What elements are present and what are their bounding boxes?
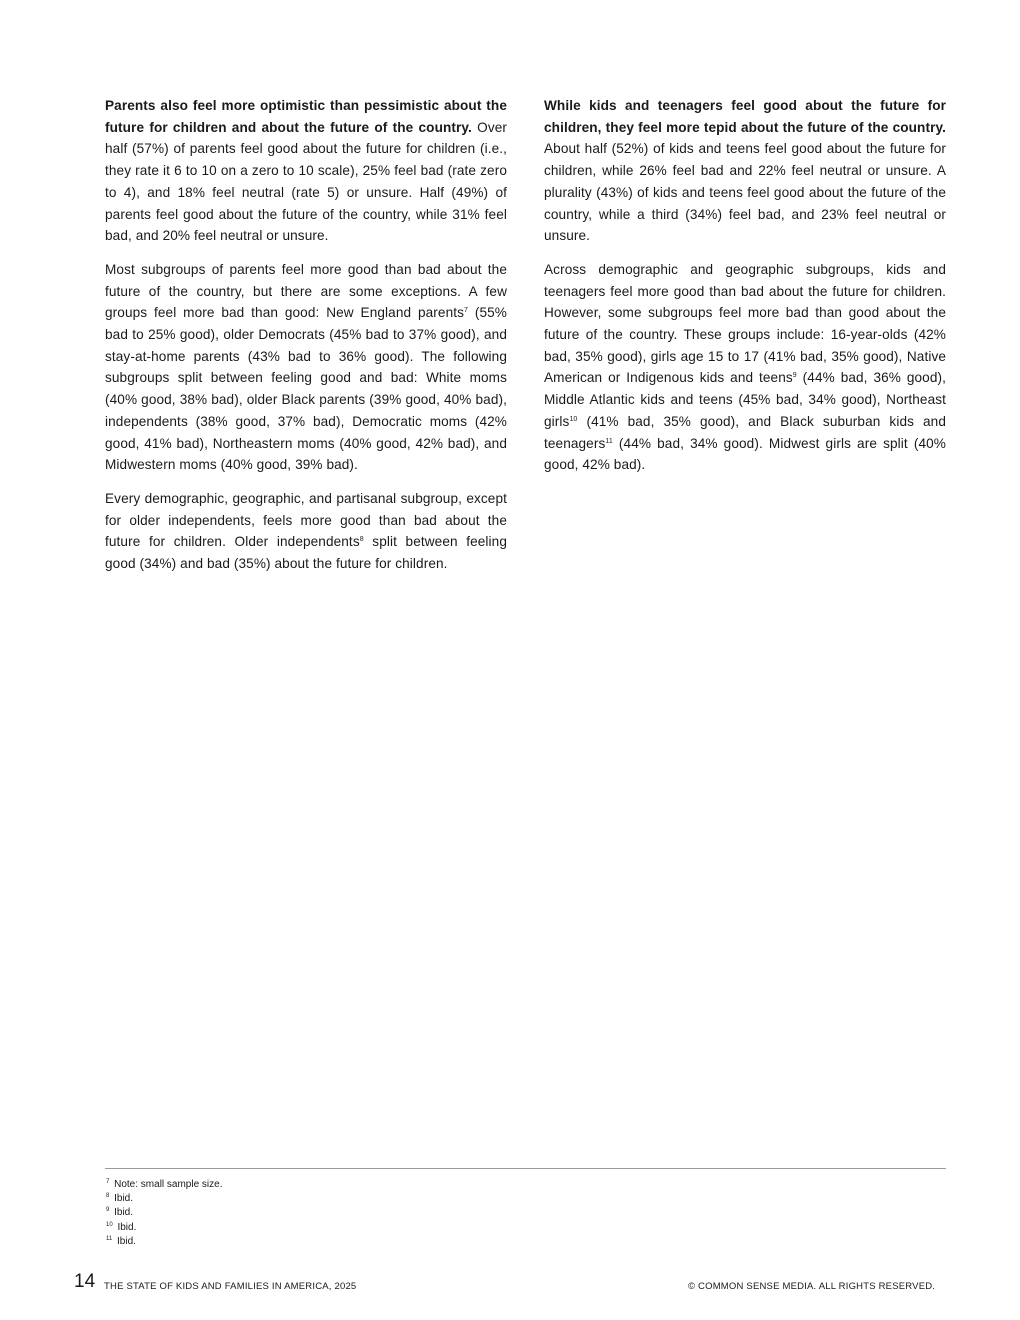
paragraph-text: (55% bad to 25% good), older Democrats (45% bad to 37% good), and stay-at-home parents (43% bad to 36% good). The following subgroups split between feeling good and bad: White moms (40% good, 38% bad), older Black parents (39% good, 40% bad), independents (38% good, 37% bad), Democratic moms (42% good, 41% bad), Northeastern moms (40% good, 42% bad), and Midwestern moms (40% good, 39% bad). [105, 305, 507, 473]
right-column [544, 95, 946, 488]
footnote-item [106, 1221, 706, 1235]
footnote-item [106, 1206, 706, 1220]
paragraph-body: About half (52%) of kids and teens feel good about the future for children, while 26% feel bad and 22% feel neutral or unsure. A plurality (43%) of kids and teens feel good about the future of the country, while a third (34%) feel bad, and 23% feel neutral or unsure. [544, 141, 946, 244]
paragraph-text: (44% bad, 36% good), Middle Atlantic kids and teens (45% bad, 34% good), Northeast girls [544, 370, 946, 429]
footnote-text: Note: small sample size. [111, 1179, 223, 1190]
footnote-number: 7 [106, 1179, 110, 1185]
footnote-number: 11 [106, 1235, 113, 1242]
footnote-number: 10 [106, 1221, 113, 1228]
paragraph-lead: While kids and teenagers feel good about the future for children, they feel more tepid about the future of the country. [544, 98, 946, 135]
footnote-ref-7[interactable]: 7 [464, 307, 469, 315]
paragraph-kids-outlook [544, 95, 946, 247]
report-title: THE STATE OF KIDS AND FAMILIES IN AMERICA, 2025 [104, 1281, 357, 1292]
paragraph-parents-optimism [105, 95, 507, 247]
footnote-ref-11[interactable]: 11 [605, 437, 613, 445]
paragraph-text: Across demographic and geographic subgroups, kids and teenagers feel more good than bad about the future for children. However, some subgroups feel more bad than good about the future of the country. These groups include: 16-year-olds (42% bad, 35% good), girls age 15 to 17 (41% bad, 35% good), Native American or Indigenous kids and teens [544, 261, 946, 386]
paragraph-kids-subgroups [544, 259, 946, 476]
footnote-text: Ibid. [114, 1221, 137, 1233]
footnote-text: Ibid. [114, 1235, 136, 1247]
paragraph-body: Over half (57%) of parents feel good about the future for children (i.e., they rate it 6 to 10 on a zero to 10 scale), 25% feel bad (rate zero to 4), and 18% feel neutral (rate 5) or unsure. Half (49%) of parents feel good about the future of the country, while 31% feel bad, and 20% feel neutral or unsure. [105, 119, 507, 244]
paragraph-text: (41% bad, 35% good), and Black suburban kids and teenagers [544, 413, 946, 451]
paragraph-text: split between feeling good (34%) and bad (35%) about the future for children. [105, 534, 507, 572]
paragraph-parent-subgroups [105, 259, 507, 476]
paragraph-lead: Parents also feel more optimistic than pessimistic about the future for children and about the future of the country. [105, 98, 507, 135]
footnote-ref-8[interactable]: 8 [359, 536, 364, 544]
footnote-number: 8 [106, 1193, 110, 1200]
paragraph-text: Every demographic, geographic, and partisanal subgroup, except for older independents, feels more good than bad about the future for children. Older independents [105, 490, 507, 550]
footnote-number: 9 [106, 1207, 110, 1214]
paragraph-every-subgroup [105, 488, 507, 575]
paragraph-text: (44% bad, 34% good). Midwest girls are split (40% good, 42% bad). [544, 435, 946, 473]
paragraph-text: Most subgroups of parents feel more good than bad about the future of the country, but there are some exceptions. A few groups feel more bad than good: New England parents [105, 261, 507, 321]
footnote-ref-10[interactable]: 10 [569, 415, 578, 423]
footnote-text: Ibid. [111, 1207, 134, 1219]
left-column [105, 95, 507, 587]
footnote-item [106, 1192, 706, 1206]
footnote-ref-9[interactable]: 9 [792, 372, 797, 380]
copyright-notice: © COMMON SENSE MEDIA. ALL RIGHTS RESERVED. [688, 1281, 936, 1292]
footnote-divider [105, 1168, 946, 1169]
page-number: 14 [74, 1271, 96, 1292]
footnote-text: Ibid. [111, 1193, 134, 1205]
footnote-item [106, 1178, 706, 1192]
footnote-item [106, 1235, 706, 1249]
footnotes [106, 1178, 706, 1249]
